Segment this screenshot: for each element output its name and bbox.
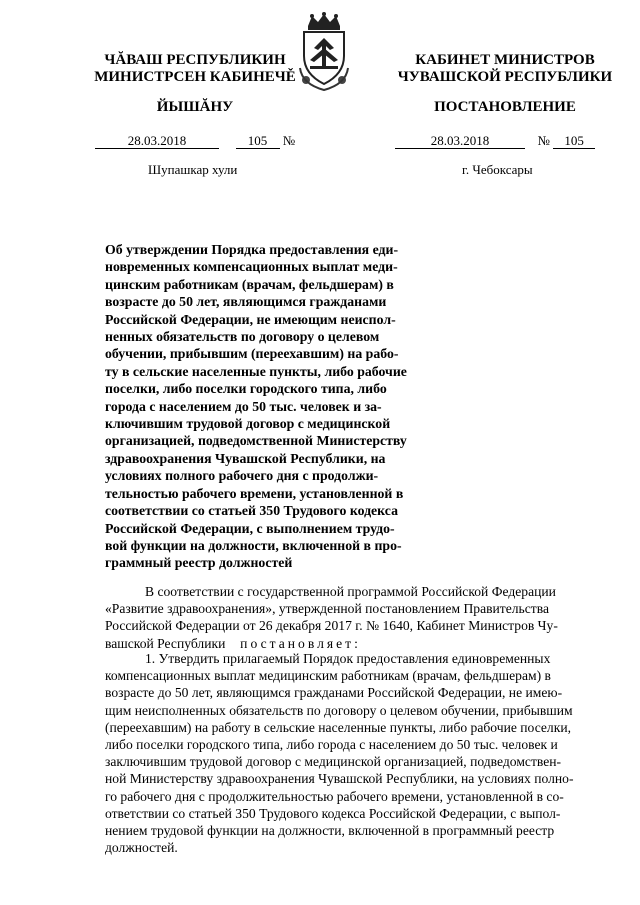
title-line: ту в сельские населенные пункты, либо рабочие <box>105 363 407 379</box>
preamble-line: В соответствии с государственной программой Российской Федерации <box>145 584 556 599</box>
preamble-line: «Развитие здравоохранения», утвержденной постановлением Правительства <box>105 601 549 617</box>
header-left-city: Шупашкар хули <box>148 162 238 177</box>
header-right-line1: КАБИНЕТ МИНИСТРОВ <box>415 52 595 68</box>
header-left-number-sign: № <box>282 133 296 148</box>
header-left-line1: ЧĂВАШ РЕСПУБЛИКИН <box>104 52 286 68</box>
document-title <box>105 241 412 572</box>
header-right-line2: ЧУВАШСКОЙ РЕСПУБЛИКИ <box>397 69 613 85</box>
item-1-line: ной Министерству здравоохранения Чувашской Республики, на условиях полно- <box>105 771 574 787</box>
item-1-line: либо поселки городского типа, либо города с населением до 50 тыс. человек и <box>105 737 558 753</box>
header-right-dateline <box>395 133 595 149</box>
item-1-line: 1. Утвердить прилагаемый Порядок предоставления единовременных <box>145 651 551 666</box>
title-line: поселки, либо поселки городского типа, либо <box>105 381 387 397</box>
header-left-line2: МИНИСТРСЕН КАБИНЕЧĚ <box>94 69 296 85</box>
header-right-city: г. Чебоксары <box>462 162 533 177</box>
title-line: вой функции на должности, включенной в про- <box>105 537 402 553</box>
item-1-line: компенсационных выплат медицинским работникам (врачам, фельдшерам) в <box>105 668 551 684</box>
item-1-line: возрасте до 50 лет, являющимся гражданами Российской Федерации, не имею- <box>105 685 563 701</box>
title-line: возрасте до 50 лет, являющимся гражданами <box>105 294 387 310</box>
title-line: цинским работникам (врачам, фельдшерам) в <box>105 276 394 292</box>
header-left-doc-type: ЙЫШĂНУ <box>156 99 234 115</box>
item-1-paragraph <box>105 650 593 856</box>
header-right-doc-type: ПОСТАНОВЛЕНИЕ <box>434 99 576 115</box>
preamble-line: Российской Федерации от 26 декабря 2017 г. № 1640, Кабинет Министров Чу- <box>105 618 558 634</box>
header-left-dateline <box>95 133 295 149</box>
header-left-date: 28.03.2018 <box>95 133 219 149</box>
header-right-org <box>385 52 625 86</box>
item-1-line: ответствии со статьей 350 Трудового кодекса Российской Федерации, с выпол- <box>105 805 561 821</box>
item-1-line: го рабочего дня с продолжительностью рабочего времени, установленной в со- <box>105 788 564 804</box>
header-left-org <box>80 52 310 86</box>
preamble-paragraph <box>105 583 593 652</box>
title-line: условиях полного рабочего дня с продолжи- <box>105 468 379 484</box>
title-line: Российской Федерации, с выполнением трудо- <box>105 520 395 536</box>
item-1-line: (переехавшим) на работу в сельские населенные пункты, либо рабочие поселки, <box>105 719 571 735</box>
preamble-line: вашской Республики <box>105 635 226 651</box>
header-right-date: 28.03.2018 <box>395 133 525 149</box>
item-1-line: должностей. <box>105 840 178 856</box>
title-line: обучении, прибывшим (переехавшим) на рабо- <box>105 346 399 362</box>
title-line: граммный реестр должностей <box>105 555 293 571</box>
item-1-line: щим неисполненных обязательств по договору о целевом обучении, прибывшим <box>105 702 573 718</box>
title-line: ключившим трудовой договор с медицинской <box>105 416 391 432</box>
title-line: здравоохранения Чувашской Республики, на <box>105 450 386 466</box>
title-line: новременных компенсационных выплат меди- <box>105 259 398 275</box>
resolution-word: постановляет: <box>240 635 361 651</box>
header-left-number: 105 <box>236 133 280 149</box>
title-line: организацией, подведомственной Министерству <box>105 433 407 449</box>
item-1-line: нением трудовой функции на должности, включенной в программный реестр <box>105 823 555 839</box>
title-line: Российской Федерации, не имеющим неиспол- <box>105 311 396 327</box>
chuvash-coat-of-arms-icon <box>296 12 352 92</box>
header-right-number-sign: № <box>537 133 550 148</box>
item-1-line: заключившим трудовой договор с медицинской организацией, подведомствен- <box>105 754 562 770</box>
header-right-number: 105 <box>553 133 595 149</box>
title-line: соответствии со статьей 350 Трудового кодекса <box>105 503 398 519</box>
title-line: города с населением до 50 тыс. человек и за- <box>105 398 382 414</box>
title-line: Об утверждении Порядка предоставления еди- <box>105 242 399 257</box>
title-line: тельностью рабочего времени, установленной в <box>105 485 404 501</box>
title-line: ненных обязательств по договору о целевом <box>105 329 380 345</box>
